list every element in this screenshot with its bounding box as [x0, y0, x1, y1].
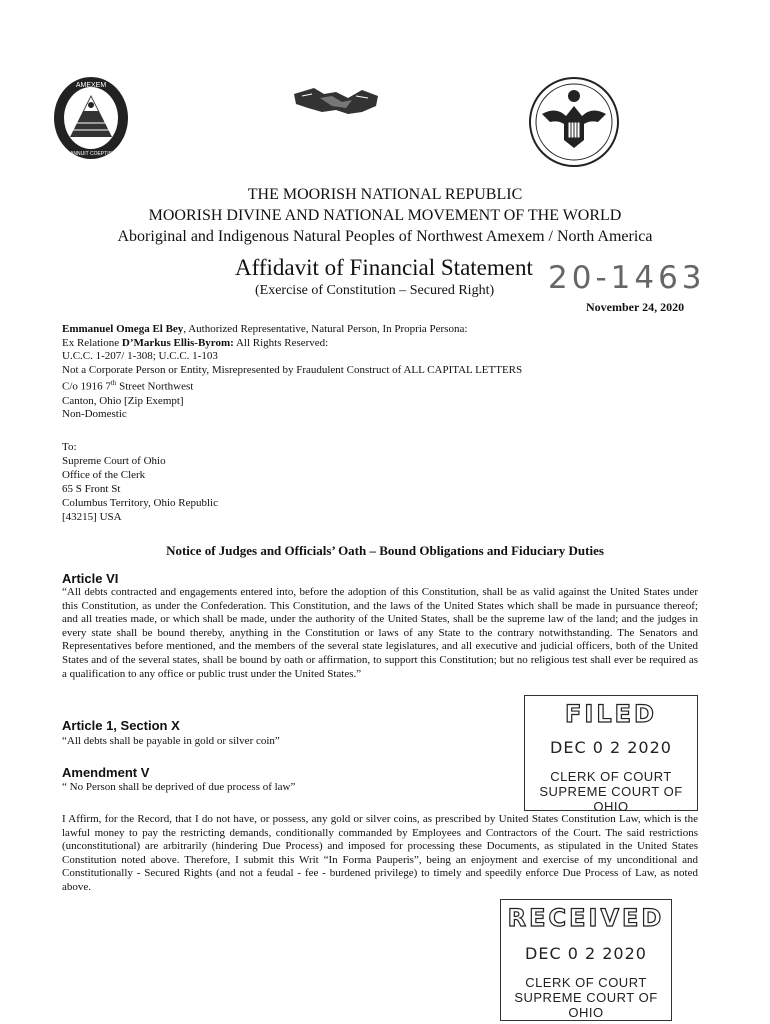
filed-stamp-clerk: CLERK OF COURT: [550, 769, 672, 784]
case-number-stamp: 20-1463: [548, 260, 706, 296]
address-sup: th: [110, 379, 117, 388]
received-stamp-clerk: CLERK OF COURT: [525, 975, 647, 990]
received-stamp-court: SUPREME COURT OF OHIO: [514, 990, 658, 1020]
ucc-line: U.C.C. 1-207/ 1-308; U.C.C. 1-103: [62, 350, 218, 363]
author-name-line: [62, 323, 522, 337]
recipient-line-3: 65 S Front St: [62, 483, 121, 495]
relatione-prefix: Ex Relatione: [62, 336, 122, 349]
author-name-suffix: , Authorized Representative, Natural Person, In Propria Persona:: [183, 323, 468, 335]
filed-stamp-label: FILED: [565, 700, 657, 728]
recipient-line-5: [43215] USA: [62, 511, 122, 523]
document-date: November 24, 2020: [586, 300, 685, 314]
article-6-heading: Article VI: [62, 571, 119, 586]
filed-stamp: [524, 695, 698, 814]
header-line-3: Aboriginal and Indigenous Natural Peoples of Northwest Amexem / North America: [117, 228, 653, 245]
great-seal-eagle-icon: [528, 76, 620, 168]
address-line: [62, 377, 522, 394]
header-line-2: MOORISH DIVINE AND NATIONAL MOVEMENT OF THE WORLD: [148, 207, 622, 224]
article-1-text: “All debts shall be payable in gold or silver coin”: [62, 735, 280, 747]
seal-left-bottom-text: ANNUIT COEPTIS: [70, 151, 112, 157]
received-stamp-label: RECEIVED: [507, 904, 665, 932]
amendment-5-heading: Amendment V: [62, 765, 150, 780]
recipient-block: [62, 440, 218, 524]
recipient-line-4: Columbus Territory, Ohio Republic: [62, 497, 218, 509]
author-block: [62, 323, 522, 422]
filed-stamp-date: DEC 0 2 2020: [550, 738, 672, 757]
received-stamp: [500, 899, 672, 1021]
recipient-line-1: Supreme Court of Ohio: [62, 455, 166, 467]
address-suffix: Street Northwest: [116, 381, 194, 394]
author-name: Emmanuel Omega El Bey: [62, 323, 184, 335]
article-1-heading: Article 1, Section X: [62, 718, 180, 733]
relatione-suffix: All Rights Reserved:: [233, 336, 329, 349]
address-prefix: C/o 1916 7: [62, 381, 111, 394]
document-subtitle: (Exercise of Constitution – Secured Right): [255, 283, 495, 298]
document-title: Affidavit of Financial Statement: [235, 255, 533, 280]
recipient-line-2: Office of the Clerk: [62, 469, 146, 481]
relatione-line: [62, 337, 522, 351]
not-corporate-line: Not a Corporate Person or Entity, Misrepresented by Fraudulent Construct of ALL CAPITAL LETTERS: [62, 363, 523, 376]
recipient-to: To:: [62, 441, 77, 453]
city-line: Canton, Ohio [Zip Exempt]: [62, 394, 184, 407]
affirmation-text: I Affirm, for the Record, that I do not have, or possess, any gold or silver coins, as prescribed by United States Constitution Law, which is the lawful money to pay the restricting demands, conditionally commanded by Employees and Contractors of the Court. The said restrictions (unconstitutional) are arbitrarily (hindering Due Process) and imposed for processing these Documents, as stipulated in the United States Constitution noted above. Therefore, I submit this Writ “In Forma Pauperis”, being an enjoyment and exercise of my unconditional and Constitutionally - Secured Rights (and not a feudal - fee - burdened privilege) to timely and speedily enforce Due Process of Law, as noted above.: [62, 813, 698, 893]
seal-left-top-text: AMEXEM: [75, 82, 107, 89]
received-stamp-date: DEC 0 2 2020: [525, 944, 647, 963]
article-6-text: “All debts contracted and engagements entered into, before the adoption of this Constitution, shall be as valid against the United States under this Constitution, as under the Confederation. This Constitution, and the laws of the United States which shall be made in pursuance thereof; and all treaties made, or which shall be made, under the authority of the United States, shall be the supreme law of the land; and the judges in every state shall be bound thereby, anything in the Constitution or laws of any State to the contrary notwithstanding. The Senators and Representatives before mentioned, and the members of the several state legislatures, and all executive and judicial officers, both of the United States and of the several states, shall be bound by oath or affirmation, to support this Constitution; but no religious test shall ever be required as a qualification to any office or public trust under the United States.”: [62, 586, 698, 680]
relatione-name: D’Markus Ellis-Byrom:: [121, 336, 234, 349]
status-line: Non-Domestic: [62, 408, 127, 421]
handshake-icon: [292, 84, 380, 118]
amendment-5-text: “ No Person shall be deprived of due process of law”: [62, 781, 296, 793]
filed-stamp-court: SUPREME COURT OF OHIO: [539, 784, 683, 814]
moorish-seal-icon: [52, 75, 130, 161]
header-line-1: THE MOORISH NATIONAL REPUBLIC: [247, 186, 523, 203]
notice-title: Notice of Judges and Officials’ Oath – Bound Obligations and Fiduciary Duties: [166, 543, 604, 558]
